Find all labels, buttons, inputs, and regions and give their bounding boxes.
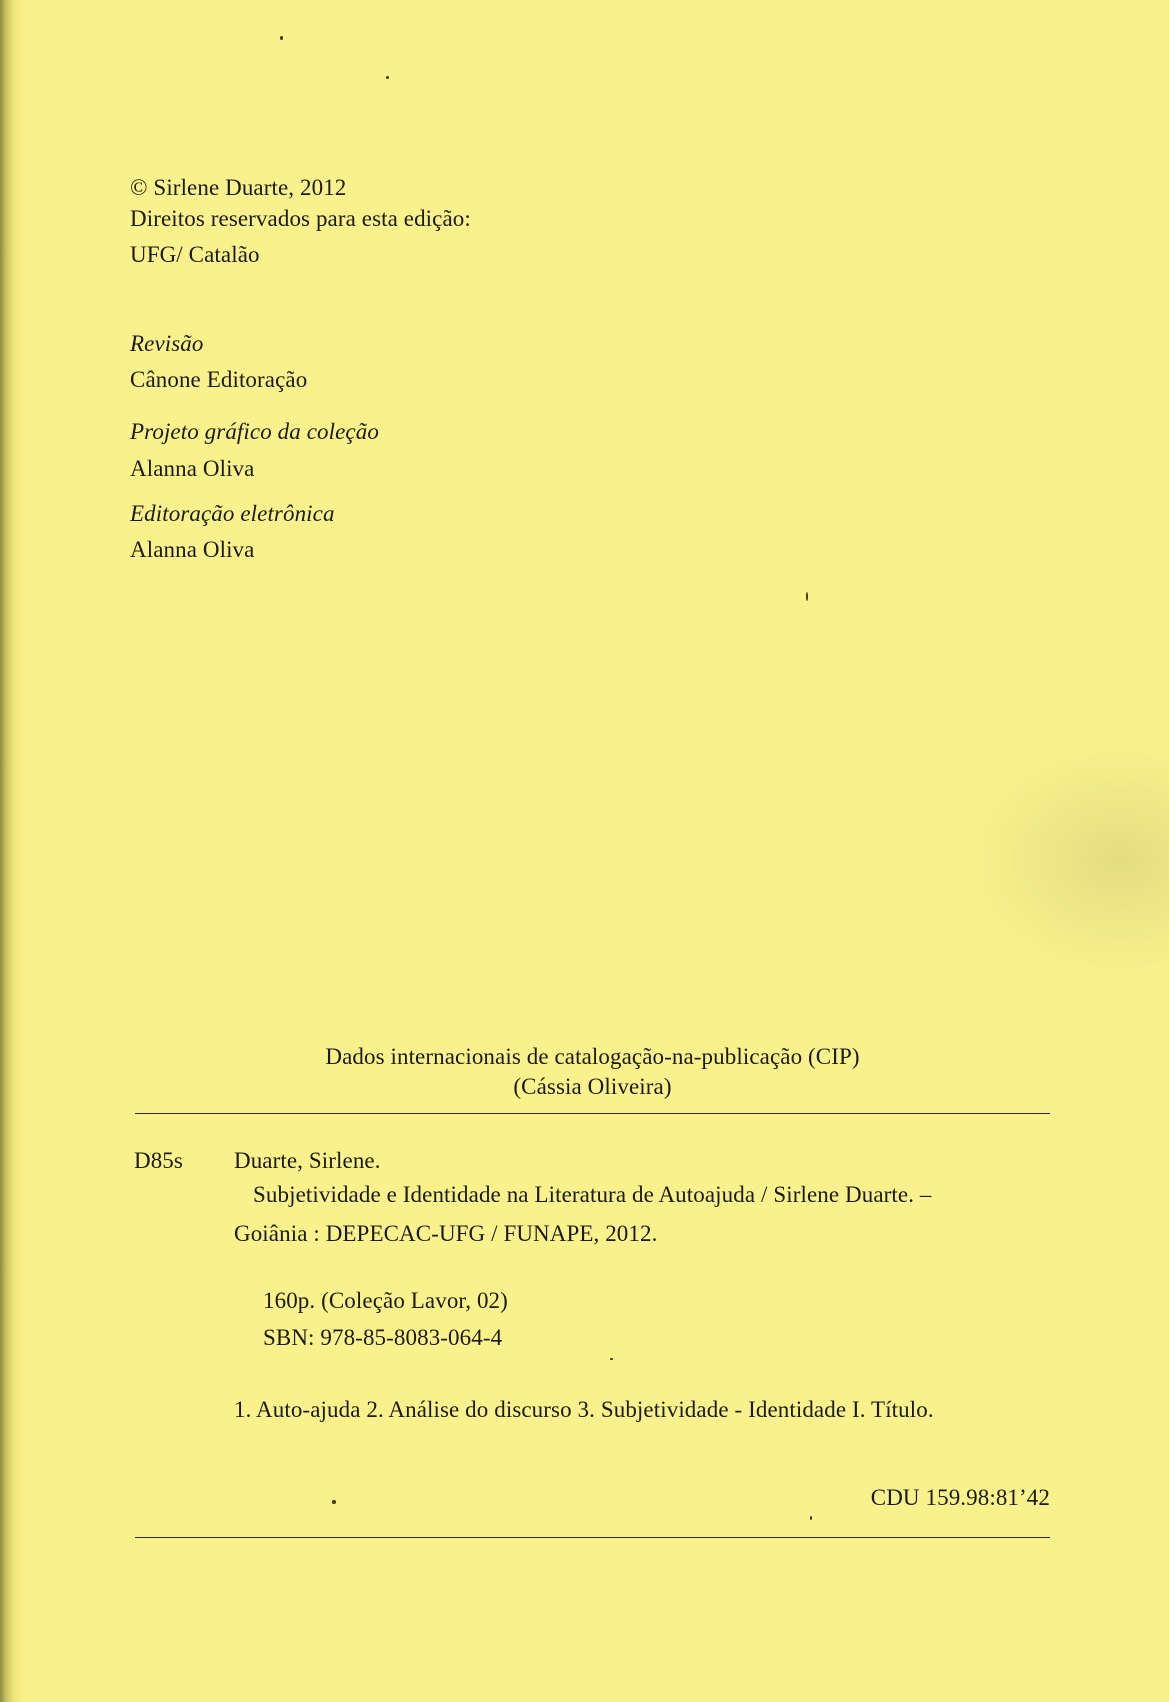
cip-heading: Dados internacionais de catalogação-na-publicação (CIP) [325,1044,860,1069]
cip-top-rule [135,1113,1050,1114]
paper-speck [332,1500,336,1504]
staff-name-electronic-editing: Alanna Oliva [130,537,255,562]
cip-bottom-rule [135,1537,1050,1538]
cip-subjects: 1. Auto-ajuda 2. Análise do discurso 3. Subjetividade - Identidade I. Título. [234,1397,934,1422]
staff-role-graphic-design: Projeto gráfico da coleção [130,419,379,444]
paper-speck [386,76,389,79]
copyright-line: © Sirlene Duarte, 2012 [130,175,347,200]
paper-speck [280,36,283,40]
cip-title-line: Subjetividade e Identidade na Literatura de Autoajuda / Sirlene Duarte. – [253,1182,932,1207]
paper-speck [806,592,808,601]
paper-speck [810,1516,812,1520]
paper-speck [610,1358,613,1360]
staff-role-electronic-editing: Editoração eletrônica [130,501,335,526]
cip-author: Duarte, Sirlene. [234,1148,381,1173]
staff-role-revision: Revisão [130,331,204,356]
cip-call-number: D85s [134,1148,183,1173]
cip-isbn: SBN: 978-85-8083-064-4 [263,1325,503,1350]
staff-name-revision: Cânone Editoração [130,367,308,392]
staff-name-graphic-design: Alanna Oliva [130,456,255,481]
rights-line: Direitos reservados para esta edição: [130,206,471,231]
publisher-line: UFG/ Catalão [130,242,260,267]
cip-cataloguer: (Cássia Oliveira) [513,1074,672,1099]
cip-imprint: Goiânia : DEPECAC-UFG / FUNAPE, 2012. [234,1221,658,1246]
cip-pages: 160p. (Coleção Lavor, 02) [263,1288,508,1313]
cip-cdu: CDU 159.98:81’42 [870,1485,1050,1510]
